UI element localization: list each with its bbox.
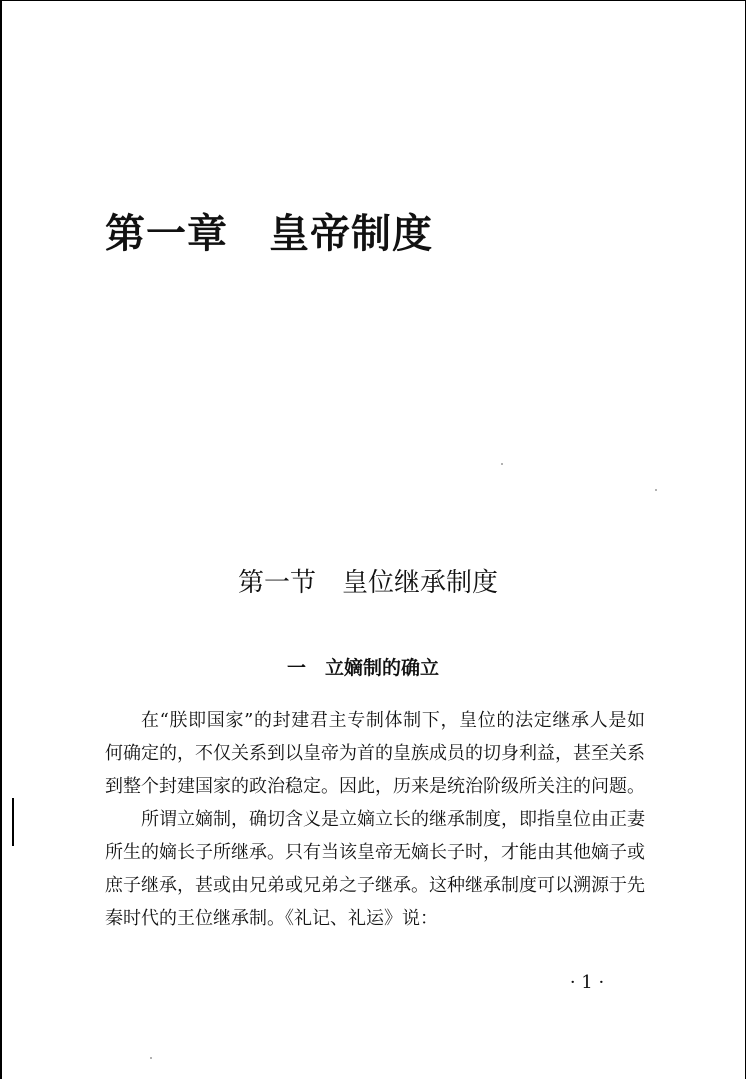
scan-edge-mark [12,798,14,846]
body-text [105,704,645,935]
scan-speck [655,489,657,491]
scan-speck [150,1057,152,1059]
page-number: · 1 · [569,972,605,993]
subsection-heading: 一 立嫡制的确立 [287,657,440,679]
scan-speck [501,463,503,465]
paragraph-1: 在“朕即国家”的封建君主专制体制下，皇位的法定继承人是如何确定的，不仅关系到以皇帝为首的皇族成员的切身利益，甚至关系到整个封建国家的政治稳定。因此，历来是统治阶级所关注的问题。 [105,710,645,797]
paragraph-2: 所谓立嫡制，确切含义是立嫡立长的继承制度，即指皇位由正妻所生的嫡长子所继承。只有当该皇帝无嫡长子时，才能由其他嫡子或庶子继承，甚或由兄弟或兄弟之子继承。这种继承制度可以溯源于先秦时代的王位继承制。《礼记、礼运》说： [105,809,645,929]
chapter-title: 第一章 皇帝制度 [105,211,433,257]
section-title: 第一节 皇位继承制度 [238,568,499,598]
